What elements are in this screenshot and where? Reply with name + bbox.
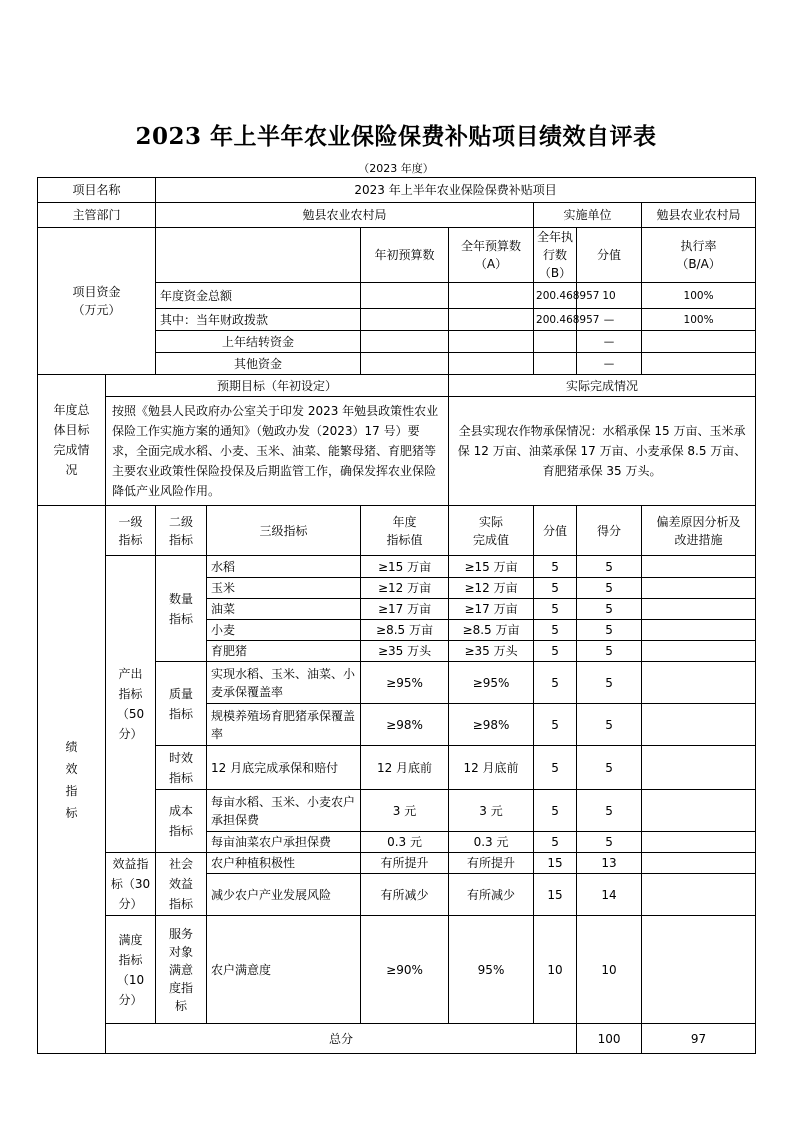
indicator-note <box>642 746 756 790</box>
indicator-val: 5 <box>534 746 577 790</box>
indicator-val: 5 <box>534 599 577 620</box>
funds-row-rate: 100% <box>642 283 756 309</box>
funds-row-rate <box>642 331 756 353</box>
l1-benefit <box>106 853 156 916</box>
header-text: 执行率 （B/A） <box>676 239 721 271</box>
indicator-name: 每亩水稻、玉米、小麦农户承担保费 <box>207 790 361 832</box>
header-text: 得分 <box>597 523 622 538</box>
header-text: 年度 指标值 <box>386 514 423 547</box>
indicator-actual: ≥8.5 万亩 <box>449 620 534 641</box>
l1-text: 满度 指标 （10 分） <box>116 932 145 1007</box>
indicator-actual: ≥98% <box>449 704 534 746</box>
total-row <box>38 1024 756 1054</box>
indicator-target: 3 元 <box>361 790 449 832</box>
perf-header-val <box>534 506 577 556</box>
funds-row-name: 上年结转资金 <box>156 331 361 353</box>
indicator-note <box>642 704 756 746</box>
l2-cost <box>156 790 207 853</box>
indicator-name: 每亩油菜农户承担保费 <box>207 832 361 853</box>
funds-header-blank <box>156 228 361 283</box>
indicator-note <box>642 641 756 662</box>
indicator-score: 5 <box>577 704 642 746</box>
indicator-val: 5 <box>534 790 577 832</box>
funds-row-initial <box>361 283 449 309</box>
funds-row-rate: 100% <box>642 309 756 331</box>
indicator-target: ≥8.5 万亩 <box>361 620 449 641</box>
indicator-score: 13 <box>577 853 642 874</box>
total-score: 97 <box>642 1024 756 1054</box>
l2-text: 时效 指标 <box>169 750 194 785</box>
header-text: 实际 完成值 <box>473 514 510 547</box>
indicator-name: 规模养殖场育肥猪承保覆盖率 <box>207 704 361 746</box>
indicator-target: ≥35 万头 <box>361 641 449 662</box>
l1-output <box>106 556 156 853</box>
indicator-note <box>642 832 756 853</box>
funds-row-rate <box>642 353 756 375</box>
l2-text: 质量 指标 <box>169 686 194 721</box>
indicator-note <box>642 599 756 620</box>
funds-row-name: 年度资金总额 <box>156 283 361 309</box>
expected-goal-header: 预期目标（年初设定） <box>106 375 449 397</box>
indicator-actual: 有所提升 <box>449 853 534 874</box>
indicator-note <box>642 874 756 916</box>
perf-header-l1 <box>106 506 156 556</box>
actual-completion-text: 全县实现农作物承保情况：水稻承保 15 万亩、玉米承保 12 万亩、油菜承保 17 万亩、小麦承保 8.5 万亩、育肥猪承保 35 万头。 <box>449 397 756 506</box>
indicator-name: 实现水稻、玉米、油菜、小麦承保覆盖率 <box>207 662 361 704</box>
l2-social <box>156 853 207 916</box>
indicator-actual: 95% <box>449 916 534 1024</box>
indicator-target: ≥98% <box>361 704 449 746</box>
header-text: 一级 指标 <box>118 514 143 547</box>
indicator-actual: 12 月底前 <box>449 746 534 790</box>
indicator-target: 0.3 元 <box>361 832 449 853</box>
header-text: 分值 <box>597 248 622 262</box>
page-subtitle: （2023 年度） <box>358 162 434 175</box>
perf-header-note <box>642 506 756 556</box>
funds-header-budget <box>449 228 534 283</box>
l2-text: 社会 效益 指标 <box>169 857 194 911</box>
impl-unit-value: 勉县农业农村局 <box>642 203 756 228</box>
expected-goal-text: 按照《勉县人民政府办公室关于印发 2023 年勉县政策性农业保险工作实施方案的通知》（勉政办发（2023）17 号）要求，全面完成水稻、小麦、玉米、油菜、能繁母猪、育肥猪等主要农业政策性保险投保及后期监管工作，确保发挥农业保险降低产业风险作用。 <box>106 397 449 506</box>
indicator-target: ≥95% <box>361 662 449 704</box>
funds-row-initial <box>361 331 449 353</box>
indicator-name: 农户种植积极性 <box>207 853 361 874</box>
indicator-score: 5 <box>577 832 642 853</box>
funds-row-score-val: — <box>577 331 642 353</box>
indicator-name: 减少农户产业发展风险 <box>207 874 361 916</box>
l2-quality <box>156 662 207 746</box>
indicator-score: 5 <box>577 599 642 620</box>
indicator-score: 5 <box>577 578 642 599</box>
indicator-name: 油菜 <box>207 599 361 620</box>
header-text: 偏差原因分析及 改进措施 <box>656 514 741 547</box>
funds-header-rate <box>642 228 756 283</box>
funds-row-budget <box>449 283 534 309</box>
indicator-actual: ≥35 万头 <box>449 641 534 662</box>
header-text: 分值 <box>543 523 568 538</box>
perf-header-target <box>361 506 449 556</box>
impl-unit-label: 实施单位 <box>534 203 642 228</box>
perf-header-l3 <box>207 506 361 556</box>
funds-header-score-val <box>577 228 642 283</box>
funds-row-exec <box>534 353 577 375</box>
funds-row-score-val: — <box>577 353 642 375</box>
goals-label-text: 年度总 体目标 完成情 况 <box>53 403 90 477</box>
indicator-note <box>642 620 756 641</box>
indicator-note <box>642 662 756 704</box>
l2-timeliness <box>156 746 207 790</box>
indicator-actual: 3 元 <box>449 790 534 832</box>
funds-row-initial <box>361 353 449 375</box>
indicator-actual: 有所减少 <box>449 874 534 916</box>
funds-header-initial <box>361 228 449 283</box>
indicator-actual: 0.3 元 <box>449 832 534 853</box>
funds-row-name: 其中：当年财政拨款 <box>156 309 361 331</box>
header-text: 二级 指标 <box>169 514 194 547</box>
indicator-target: ≥90% <box>361 916 449 1024</box>
l2-text: 服务 对象 满意 度指 标 <box>169 926 194 1013</box>
indicator-score: 5 <box>577 556 642 578</box>
indicator-val: 15 <box>534 853 577 874</box>
header-text: 全年预算数 （A） <box>461 239 522 271</box>
indicator-target: ≥12 万亩 <box>361 578 449 599</box>
funds-label <box>38 228 156 375</box>
l2-service-satisfaction <box>156 916 207 1024</box>
indicator-score: 5 <box>577 790 642 832</box>
indicator-target: ≥15 万亩 <box>361 556 449 578</box>
funds-row-score-val: — <box>577 309 642 331</box>
dept-value: 勉县农业农村局 <box>156 203 534 228</box>
indicator-note <box>642 853 756 874</box>
funds-row-exec: 200.468957 <box>534 309 577 331</box>
indicator-val: 5 <box>534 620 577 641</box>
indicator-actual: ≥95% <box>449 662 534 704</box>
indicator-row <box>38 916 756 1024</box>
perf-header-score <box>577 506 642 556</box>
indicator-note <box>642 578 756 599</box>
total-label: 总分 <box>106 1024 577 1054</box>
evaluation-table <box>37 177 756 1054</box>
indicator-score: 5 <box>577 746 642 790</box>
l2-text: 成本 指标 <box>169 804 194 838</box>
actual-completion-header: 实际完成情况 <box>449 375 756 397</box>
indicator-name: 农户满意度 <box>207 916 361 1024</box>
indicator-score: 5 <box>577 662 642 704</box>
header-text: 全年执行数 （B） <box>537 230 574 280</box>
indicator-actual: ≥15 万亩 <box>449 556 534 578</box>
indicator-val: 5 <box>534 641 577 662</box>
indicator-score: 14 <box>577 874 642 916</box>
header-text: 年初预算数 <box>374 248 435 262</box>
indicator-val: 10 <box>534 916 577 1024</box>
l2-text: 数量 指标 <box>169 591 194 626</box>
indicator-val: 5 <box>534 662 577 704</box>
perf-header-actual <box>449 506 534 556</box>
indicator-row <box>38 556 756 578</box>
indicator-actual: ≥17 万亩 <box>449 599 534 620</box>
project-name-label: 项目名称 <box>38 178 156 203</box>
l2-quantity <box>156 556 207 662</box>
indicator-target: 12 月底前 <box>361 746 449 790</box>
header-text: 三级指标 <box>259 523 308 538</box>
funds-row-name: 其他资金 <box>156 353 361 375</box>
indicator-score: 10 <box>577 916 642 1024</box>
indicator-score: 5 <box>577 620 642 641</box>
l1-text: 产出 指标 （50 分） <box>116 667 145 741</box>
funds-row-budget <box>449 309 534 331</box>
indicator-target: ≥17 万亩 <box>361 599 449 620</box>
funds-row-budget <box>449 331 534 353</box>
perf-label <box>38 506 106 1054</box>
indicator-val: 15 <box>534 874 577 916</box>
indicator-name: 玉米 <box>207 578 361 599</box>
indicator-val: 5 <box>534 704 577 746</box>
indicator-target: 有所减少 <box>361 874 449 916</box>
indicator-val: 5 <box>534 556 577 578</box>
indicator-note <box>642 790 756 832</box>
funds-row-initial <box>361 309 449 331</box>
indicator-note <box>642 556 756 578</box>
indicator-name: 水稻 <box>207 556 361 578</box>
indicator-name: 12 月底完成承保和赔付 <box>207 746 361 790</box>
funds-row-exec <box>534 331 577 353</box>
funds-row-score-val: 10 <box>577 283 642 309</box>
indicator-actual: ≥12 万亩 <box>449 578 534 599</box>
l1-text: 效益指 标（30 分） <box>110 857 151 911</box>
l1-satisfaction <box>106 916 156 1024</box>
indicator-name: 小麦 <box>207 620 361 641</box>
total-val: 100 <box>577 1024 642 1054</box>
perf-label-text: 绩 效 指 标 <box>65 739 78 820</box>
indicator-name: 育肥猪 <box>207 641 361 662</box>
project-name-value: 2023 年上半年农业保险保费补贴项目 <box>156 178 756 203</box>
funds-label-text: 项目资金 （万元） <box>72 285 121 317</box>
page-title: 2023 年上半年农业保险保费补贴项目绩效自评表 <box>135 123 657 150</box>
perf-header-l2 <box>156 506 207 556</box>
indicator-score: 5 <box>577 641 642 662</box>
funds-header-exec <box>534 228 577 283</box>
indicator-note <box>642 916 756 1024</box>
indicator-val: 5 <box>534 832 577 853</box>
dept-label: 主管部门 <box>38 203 156 228</box>
indicator-row <box>38 853 756 874</box>
funds-row-budget <box>449 353 534 375</box>
goals-label <box>38 375 106 506</box>
funds-row-exec: 200.468957 <box>534 283 577 309</box>
indicator-val: 5 <box>534 578 577 599</box>
indicator-target: 有所提升 <box>361 853 449 874</box>
